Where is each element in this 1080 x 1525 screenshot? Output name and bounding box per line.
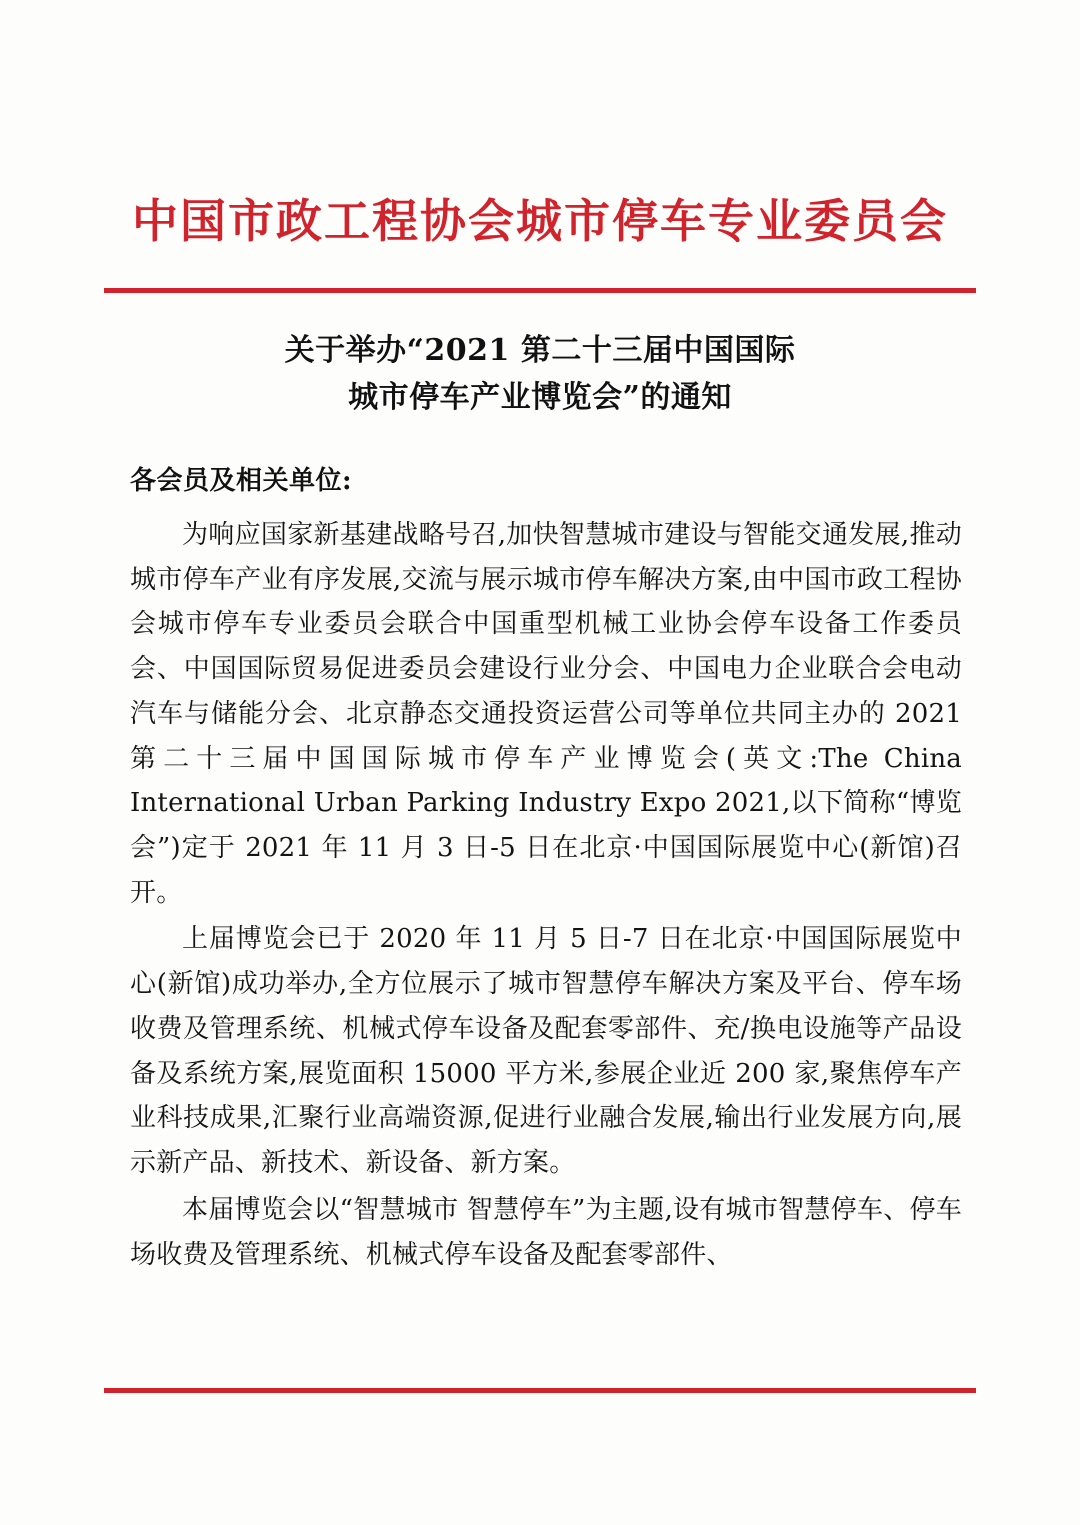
footer-divider-rule: [104, 1388, 976, 1393]
organization-name: 中国市政工程协会城市停车专业委员会: [132, 194, 948, 248]
body-paragraph-3: 本届博览会以“智慧城市 智慧停车”为主题,设有城市智慧停车、停车场收费及管理系统、机械式停车设备及配套零部件、: [130, 1194, 962, 1270]
salutation: 各会员及相关单位:: [130, 466, 353, 496]
document-title-line-2: 城市停车产业博览会”的通知: [348, 380, 732, 416]
letterhead: [0, 196, 1080, 247]
document-body: [130, 462, 962, 1277]
body-paragraph-2: 上届博览会已于 2020 年 11 月 5 日-7 日在北京·中国国际展览中心(新馆)成功举办,全方位展示了城市智慧停车解决方案及平台、停车场收费及管理系统、机械式停车设备及配套零部件、充/换电设施等产品设备及系统方案,展览面积 15000 平方米,参展企业近 200 家,聚焦停车产业科技成果,汇聚行业高端资源,促进行业融合发展,输出行业发展方向,展示新产品、新技术、新设备、新方案。: [130, 924, 962, 1179]
header-divider-rule: [104, 288, 976, 293]
body-paragraph-1: 为响应国家新基建战略号召,加快智慧城市建设与智能交通发展,推动城市停车产业有序发展,交流与展示城市停车解决方案,由中国市政工程协会城市停车专业委员会联合中国重型机械工业协会停车设备工作委员会、中国国际贸易促进委员会建设行业分会、中国电力企业联合会电动汽车与储能分会、北京静态交通投资运营公司等单位共同主办的 2021 第二十三届中国国际城市停车产业博览会(英文:The China International Urban Parking Industry Expo 2021,以下简称“博览会”)定于 2021 年 11 月 3 日-5 日在北京·中国国际展览中心(新馆)召开。: [130, 520, 962, 908]
document-title-line-1: 关于举办“2021 第二十三届中国国际: [284, 333, 796, 368]
document-title: [150, 327, 930, 422]
